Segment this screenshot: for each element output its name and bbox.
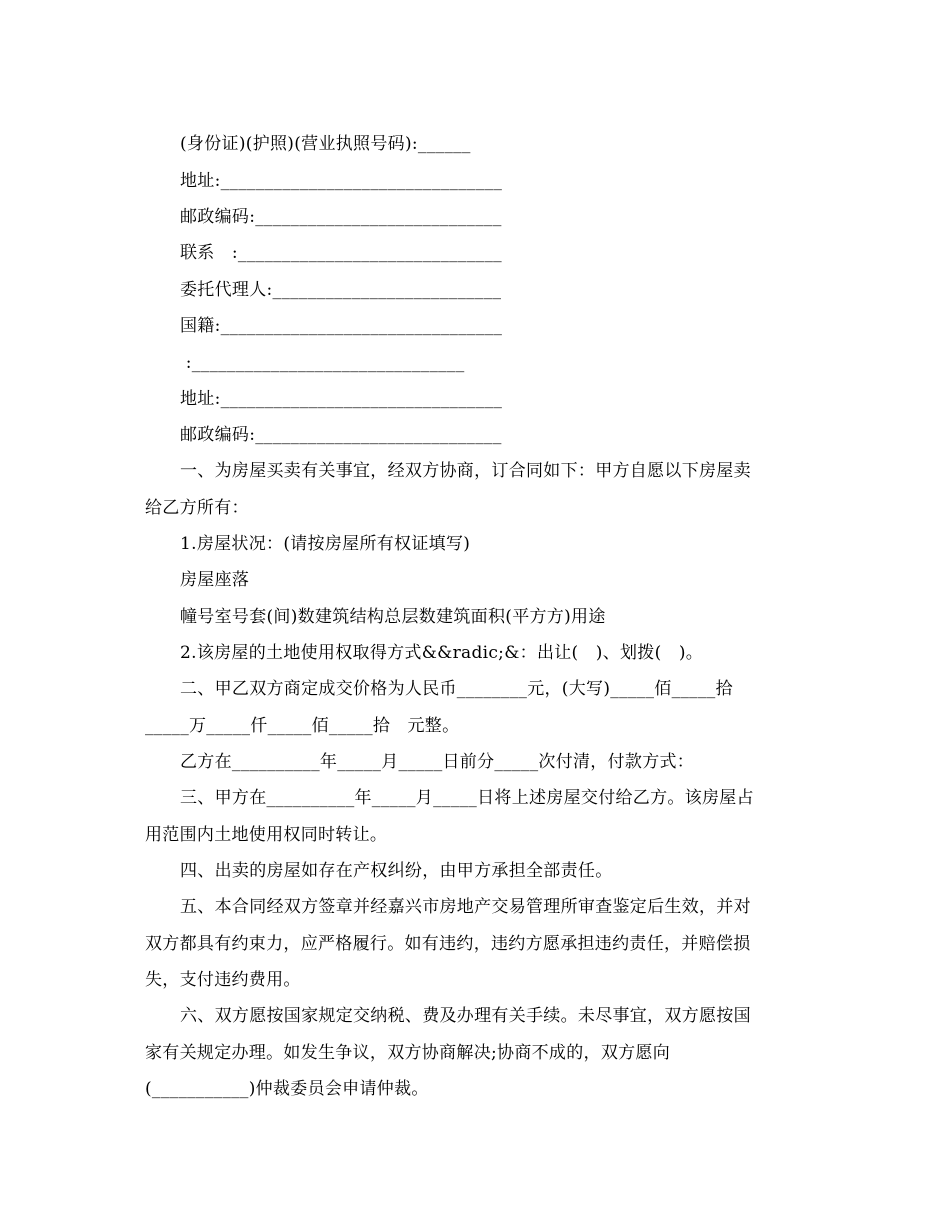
clause-5-line-2: 双方都具有约束力，应严格履行。如有违约，违约方愿承担违约责任，并赔偿损 xyxy=(145,934,751,954)
clause-3-line-2: 用范围内土地使用权同时转让。 xyxy=(145,825,388,845)
postal-code-line: 邮政编码:____________________________ xyxy=(180,207,502,227)
clause-1-line-2: 给乙方所有： xyxy=(145,498,249,518)
clause-4-line: 四、出卖的房屋如存在产权纠纷，由甲方承担全部责任。 xyxy=(180,861,613,881)
clause-1-line-1: 一、为房屋买卖有关事宜，经双方协商，订合同如下：甲方自愿以下房屋卖 xyxy=(180,461,751,481)
house-location-line: 房屋座落 xyxy=(180,570,250,590)
house-details-line: 幢号室号套(间)数建筑结构总层数建筑面积(平方方)用途 xyxy=(180,607,606,627)
clause-2-line-1: 二、甲乙双方商定成交价格为人民币________元，(大写)_____佰_____拾 xyxy=(180,679,733,699)
blank-field-line: :_______________________________ xyxy=(180,353,465,373)
clause-2-line-2: _____万_____仟_____佰_____拾 元整。 xyxy=(145,716,460,736)
address-line-2: 地址:________________________________ xyxy=(180,389,503,409)
clause-5-line-1: 五、本合同经双方签章并经嘉兴市房地产交易管理所审查鉴定后生效，并对 xyxy=(180,897,751,917)
house-status-line: 1.房屋状况：(请按房屋所有权证填写) xyxy=(180,534,471,554)
nationality-line: 国籍:________________________________ xyxy=(180,316,503,336)
payment-line: 乙方在__________年_____月_____日前分_____次付清，付款方式： xyxy=(180,752,695,772)
clause-6-line-1: 六、双方愿按国家规定交纳税、费及办理有关手续。未尽事宜，双方愿按国 xyxy=(180,1006,751,1026)
clause-6-line-3: (___________)仲裁委员会申请仲裁。 xyxy=(145,1079,429,1099)
clause-6-line-2: 家有关规定办理。如发生争议，双方协商解决;协商不成的，双方愿向 xyxy=(145,1043,671,1063)
address-line: 地址:________________________________ xyxy=(180,171,503,191)
contact-line: 联系 :______________________________ xyxy=(180,243,502,263)
id-number-line: (身份证)(护照)(营业执照号码):______ xyxy=(180,134,471,154)
postal-code-line-2: 邮政编码:____________________________ xyxy=(180,425,502,445)
clause-5-line-3: 失，支付违约费用。 xyxy=(145,970,301,990)
agent-line: 委托代理人:__________________________ xyxy=(180,280,502,300)
land-use-line: 2.该房屋的土地使用权取得方式&&radic;&：出让( )、划拨( )。 xyxy=(180,643,704,663)
clause-3-line-1: 三、甲方在__________年_____月_____日将上述房屋交付给乙方。该房屋占 xyxy=(180,788,754,808)
